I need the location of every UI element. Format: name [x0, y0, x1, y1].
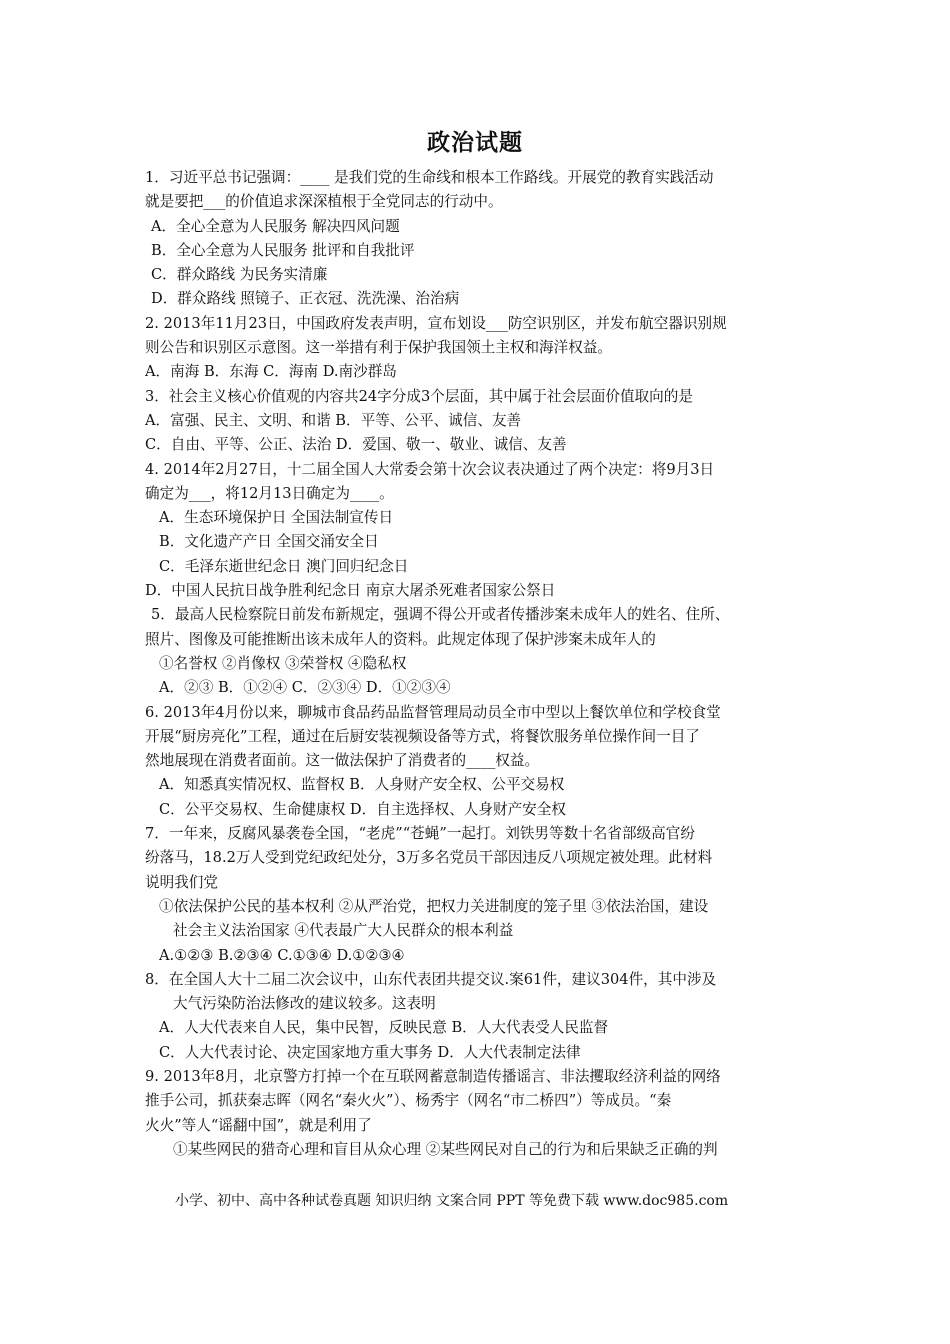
- option-line: C．毛泽东逝世纪念日 澳门回归纪念日: [159, 557, 409, 575]
- option-line: B．全心全意为人民服务 批评和自我批评: [151, 241, 415, 259]
- option-line: A．南海 B．东海 C．海南 D.南沙群岛: [145, 363, 397, 381]
- text-line: 9. 2013年8月，北京警方打掉一个在互联网蓄意制造传播谣言、非法攫取经济利益的网络: [145, 1067, 721, 1085]
- text-line: 大气污染防治法修改的建议较多。这表明: [173, 995, 436, 1013]
- option-line: C．自由、平等、公正、法治 D．爱国、敬一、敬业、诚信、友善: [145, 436, 567, 454]
- option-line: A．知悉真实情况权、监督权 B．人身财产安全权、公平交易权: [159, 776, 565, 794]
- text-line: 就是要把___的价值追求深深植根于全党同志的行动中。: [145, 193, 503, 211]
- text-line: 说明我们党: [145, 873, 218, 891]
- option-line: C．群众路线 为民务实清廉: [151, 266, 328, 284]
- option-line: D．群众路线 照镜子、正衣冠、洗洗澡、治治病: [151, 290, 460, 308]
- page-title: 政治试题: [427, 129, 523, 156]
- text-line: 6. 2013年4月份以来，聊城市食品药品监督管理局动员全市中型以上餐饮单位和学校食堂: [145, 703, 721, 721]
- option-line: C．人大代表讨论、决定国家地方重大事务 D．人大代表制定法律: [159, 1043, 581, 1061]
- option-line: 社会主义法治国家 ④代表最广大人民群众的根本利益: [173, 922, 514, 940]
- text-line: 8．在全国人大十二届二次会议中，山东代表团共提交议.案61件，建议304件，其中涉及: [145, 970, 717, 988]
- option-line: ①依法保护公民的基本权利 ②从严治党，把权力关进制度的笼子里 ③依法治国，建设: [159, 897, 709, 915]
- option-line: A．生态环境保护日 全国法制宣传日: [159, 509, 394, 527]
- text-line: 则公告和识别区示意图。这一举措有利于保护我国领土主权和海洋权益。: [145, 339, 613, 357]
- option-line: A．全心全意为人民服务 解决四风问题: [151, 217, 400, 235]
- text-line: 2. 2013年11月23日，中国政府发表声明，宣布划设___防空识别区，并发布航空器识别规: [145, 314, 727, 332]
- option-line: C．公平交易权、生命健康权 D．自主选择权、人身财产安全权: [159, 800, 566, 818]
- text-line: 3．社会主义核心价值观的内容共24字分成3个层面，其中属于社会层面价值取向的是: [145, 387, 693, 405]
- text-line: 1．习近平总书记强调：____ 是我们党的生命线和根本工作路线。开展党的教育实践活动: [145, 169, 714, 186]
- text-line: 纷落马，18.2万人受到党纪政纪处分，3万多名党员干部因违反八项规定被处理。此材料: [145, 849, 713, 867]
- option-line: A．人大代表来自人民，集中民智，反映民意 B．人大代表受人民监督: [159, 1019, 609, 1037]
- text-line: 5．最高人民检察院日前发布新规定，强调不得公开或者传播涉案未成年人的姓名、住所、: [151, 606, 730, 624]
- option-line: B．文化遗产产日 全国交涌安全日: [159, 533, 379, 551]
- option-line: D．中国人民抗日战争胜利纪念日 南京大屠杀死难者国家公祭日: [145, 582, 556, 600]
- option-line: A．富强、民主、文明、和谐 B．平等、公平、诚信、友善: [145, 411, 522, 429]
- text-line: 火火”等人“谣翻中国”，就是利用了: [145, 1116, 372, 1134]
- option-line: A．②③ B．①②④ C．②③④ D．①②③④: [159, 679, 451, 697]
- text-line: 7．一年来，反腐风暴袭卷全国，“老虎”“苍蝇”一起打。刘铁男等数十名省部级高官纷: [145, 825, 695, 843]
- text-line: 4. 2014年2月27日，十二届全国人大常委会第十次会议表决通过了两个决定：将9月3日: [145, 460, 715, 478]
- option-line: ①名誉权 ②肖像权 ③荣誉权 ④隐私权: [159, 654, 407, 672]
- option-line: A.①②③ B.②③④ C.①③④ D.①②③④: [159, 946, 405, 964]
- text-line: 确定为___，将12月13日确定为____。: [145, 484, 394, 502]
- question-body: [145, 166, 815, 1162]
- text-line: 开展“厨房亮化”工程，通过在后厨安装视频设备等方式，将餐饮服务单位操作间一目了: [145, 727, 700, 745]
- text-line: 然地展现在消费者面前。这一做法保护了消费者的____权益。: [145, 752, 540, 770]
- text-line: 照片、图像及可能推断出该未成年人的资料。此规定体现了保护涉案未成年人的: [145, 630, 656, 648]
- option-line: ①某些网民的猎奇心理和盲目从众心理 ②某些网民对自己的行为和后果缺乏正确的判: [173, 1140, 718, 1158]
- text-line: 推手公司，抓获秦志晖（网名“秦火火”）、杨秀宇（网名“市二桥四”）等成员。“秦: [145, 1092, 672, 1110]
- footer-text: 小学、初中、高中各种试卷真题 知识归纳 文案合同 PPT 等免费下载 www.doc985.com: [175, 1193, 729, 1209]
